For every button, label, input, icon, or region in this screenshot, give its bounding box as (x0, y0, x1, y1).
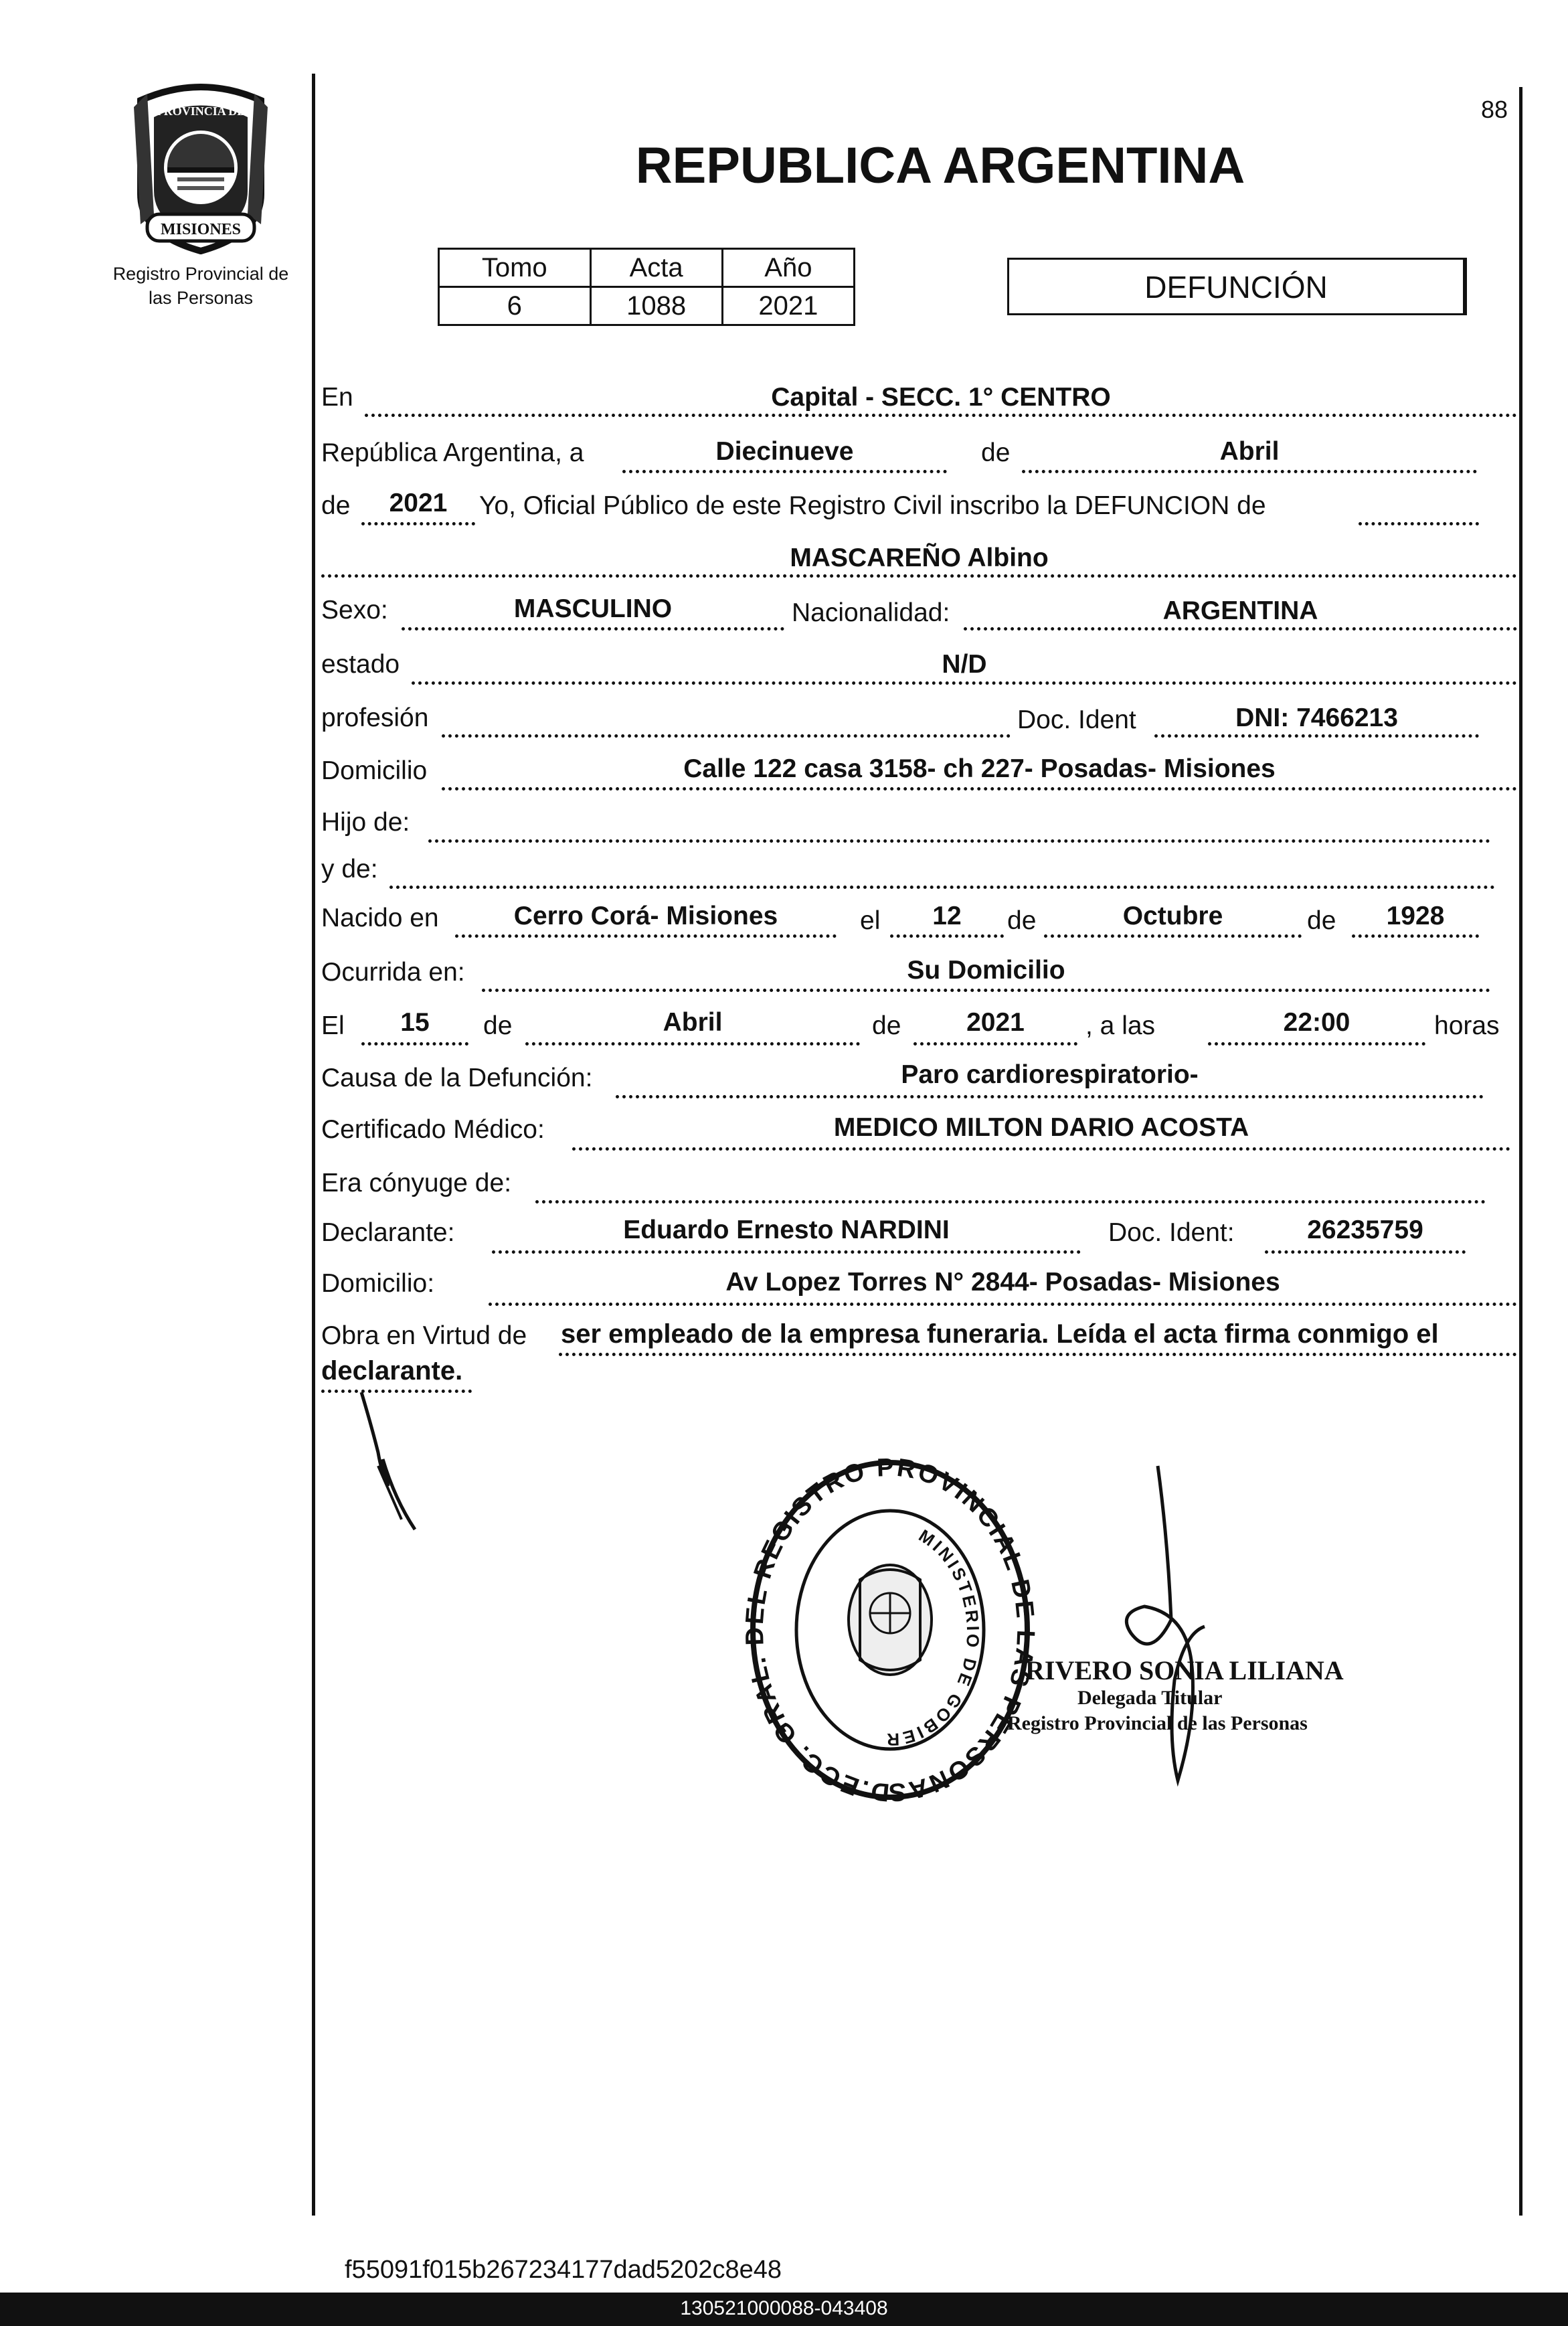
profesion-dotted-line (442, 734, 1011, 738)
birth-de1-label: de (1007, 906, 1037, 935)
obra-value-line1: ser empleado de la empresa funeraria. Leída el acta firma conmigo el (561, 1319, 1439, 1349)
declarante-doc-dotted-line (1265, 1250, 1466, 1254)
svg-text:D.ECC. GRAL. DEL REGISTRO PROV: D.ECC. GRAL. DEL REGISTRO PROVINCIAL DE LAS PERSONAS (743, 1453, 1037, 1807)
nacionalidad-value: ARGENTINA (1162, 596, 1318, 625)
deceased-dotted-line (321, 574, 1517, 578)
day-dotted-line (622, 470, 947, 473)
en-value: Capital - SECC. 1° CENTRO (771, 383, 1111, 412)
official-seal (743, 1446, 1037, 1807)
en-dotted-line (365, 414, 1517, 417)
decl-domicilio-dotted-line (489, 1303, 1517, 1306)
logo-caption-line1: Registro Provincial de (112, 264, 289, 284)
death-year-value: 2021 (966, 1008, 1025, 1037)
death-month-value: Abril (663, 1008, 723, 1037)
official-name: RIVERO SONIA LILIANA (1025, 1655, 1344, 1685)
death-time-value: 22:00 (1283, 1008, 1351, 1037)
hijo-label: Hijo de: (321, 808, 410, 837)
conyuge-dotted-line (535, 1200, 1486, 1203)
death-year-dotted-line (913, 1042, 1077, 1046)
footer-bar (0, 2293, 1568, 2326)
doc-ident-label: Doc. Ident (1017, 705, 1136, 734)
record-table-value-tomo: 6 (439, 287, 591, 325)
nacionalidad-label: Nacionalidad: (792, 598, 950, 627)
record-table (438, 248, 855, 326)
document-title: REPUBLICA ARGENTINA (635, 137, 1245, 194)
nacionalidad-dotted-line (964, 627, 1517, 631)
statement-text: Yo, Oficial Público de este Registro Civil inscribo la DEFUNCION de (479, 491, 1266, 520)
ocurrida-label: Ocurrida en: (321, 958, 465, 987)
declarante-dotted-line (492, 1250, 1081, 1254)
birth-month-value: Octubre (1122, 902, 1223, 930)
svg-text:MISIONES: MISIONES (160, 221, 242, 238)
record-table-value-acta: 1088 (590, 287, 722, 325)
death-day-value: 15 (400, 1008, 430, 1037)
record-table-value-anio: 2021 (722, 287, 854, 325)
death-de2-label: de (872, 1011, 901, 1040)
ocurrida-value: Su Domicilio (907, 956, 1065, 985)
de-label: de (981, 438, 1011, 467)
death-month-dotted-line (525, 1042, 860, 1046)
decl-domicilio-value: Av Lopez Torres N° 2844- Posadas- Misiones (725, 1268, 1280, 1297)
birth-year-value: 1928 (1386, 902, 1445, 930)
year-prefix-label: de (321, 491, 351, 520)
ocurrida-dotted-line (482, 989, 1490, 992)
month-value: Abril (1219, 437, 1280, 466)
deceased-name: MASCAREÑO Albino (790, 544, 1049, 572)
certificado-value: MEDICO MILTON DARIO ACOSTA (833, 1113, 1249, 1142)
act-type-label: DEFUNCIÓN (1144, 270, 1328, 305)
doc-ident-dotted-line (1154, 734, 1479, 738)
estado-value: N/D (942, 650, 987, 679)
y-de-label: y de: (321, 855, 378, 884)
obra-dotted-line1 (559, 1353, 1517, 1356)
sexo-label: Sexo: (321, 596, 388, 625)
doc-ident-value: DNI: 7466213 (1235, 703, 1398, 732)
en-label: En (321, 383, 353, 412)
domicilio-value: Calle 122 casa 3158- ch 227- Posadas- Misiones (683, 754, 1276, 783)
record-table-header-anio: Año (722, 249, 854, 287)
record-table-header-acta: Acta (590, 249, 722, 287)
nacido-dotted-line (455, 934, 837, 938)
statement-dotted-line (1359, 522, 1479, 525)
death-de1-label: de (483, 1011, 513, 1040)
decl-domicilio-label: Domicilio: (321, 1269, 435, 1298)
a-las-label: , a las (1085, 1011, 1156, 1040)
death-day-dotted-line (361, 1042, 468, 1046)
certificado-dotted-line (572, 1147, 1510, 1151)
obra-value-line2: declarante. (321, 1356, 463, 1386)
birth-el-label: el (860, 906, 881, 935)
act-type-box (1007, 258, 1467, 315)
declarante-doc-label: Doc. Ident: (1108, 1218, 1235, 1247)
footer-code: 130521000088-043408 (680, 2297, 888, 2319)
causa-label: Causa de la Defunción: (321, 1064, 593, 1092)
horas-label: horas (1434, 1011, 1500, 1040)
document-hash: f55091f015b267234177dad5202c8e48 (345, 2256, 782, 2284)
official-role: Delegada Titular (1077, 1687, 1223, 1709)
declarant-signature (341, 1386, 435, 1540)
domicilio-dotted-line (442, 787, 1517, 791)
logo-caption-line2: las Personas (148, 288, 254, 308)
birth-month-dotted-line (1044, 934, 1302, 938)
declarante-label: Declarante: (321, 1218, 455, 1247)
estado-label: estado (321, 650, 400, 679)
causa-dotted-line (616, 1095, 1484, 1098)
nacido-value: Cerro Corá- Misiones (513, 902, 778, 930)
svg-text:PROVINCIA DE: PROVINCIA DE (156, 104, 246, 118)
sexo-dotted-line (402, 627, 784, 631)
declarante-doc-value: 26235759 (1307, 1216, 1423, 1244)
day-word-value: Diecinueve (715, 437, 854, 466)
province-logo (127, 80, 274, 254)
page-number: 88 (1481, 96, 1508, 123)
svg-text:MINISTERIO DE GOBIERNO: MINISTERIO DE GOBIER (883, 1525, 984, 1750)
sexo-value: MASCULINO (513, 594, 673, 623)
conyuge-label: Era cónyuge de: (321, 1169, 512, 1197)
month-dotted-line (1022, 470, 1477, 473)
year-value: 2021 (389, 489, 448, 517)
record-table-value-row (439, 287, 855, 325)
profesion-label: profesión (321, 703, 429, 732)
left-margin-line (312, 74, 315, 2216)
birth-day-dotted-line (890, 934, 1004, 938)
republica-label: República Argentina, a (321, 438, 584, 467)
birth-day-value: 12 (932, 902, 962, 930)
official-signature (1104, 1459, 1278, 1807)
birth-de2-label: de (1307, 906, 1336, 935)
official-org: Registro Provincial de las Personas (1007, 1712, 1308, 1734)
death-time-dotted-line (1208, 1042, 1425, 1046)
right-margin-line (1519, 87, 1522, 2216)
nacido-label: Nacido en (321, 904, 439, 932)
obra-label: Obra en Virtud de (321, 1321, 527, 1350)
death-el-label: El (321, 1011, 345, 1040)
causa-value: Paro cardiorespiratorio- (901, 1060, 1199, 1089)
domicilio-label: Domicilio (321, 756, 428, 785)
estado-dotted-line (412, 681, 1517, 685)
certificado-label: Certificado Médico: (321, 1115, 545, 1144)
y-de-dotted-line (389, 886, 1495, 889)
record-table-header-row (439, 249, 855, 287)
hijo-dotted-line (428, 839, 1490, 843)
birth-year-dotted-line (1352, 934, 1479, 938)
record-table-header-tomo: Tomo (439, 249, 591, 287)
year-dotted-line (361, 522, 475, 525)
declarante-value: Eduardo Ernesto NARDINI (623, 1216, 950, 1244)
